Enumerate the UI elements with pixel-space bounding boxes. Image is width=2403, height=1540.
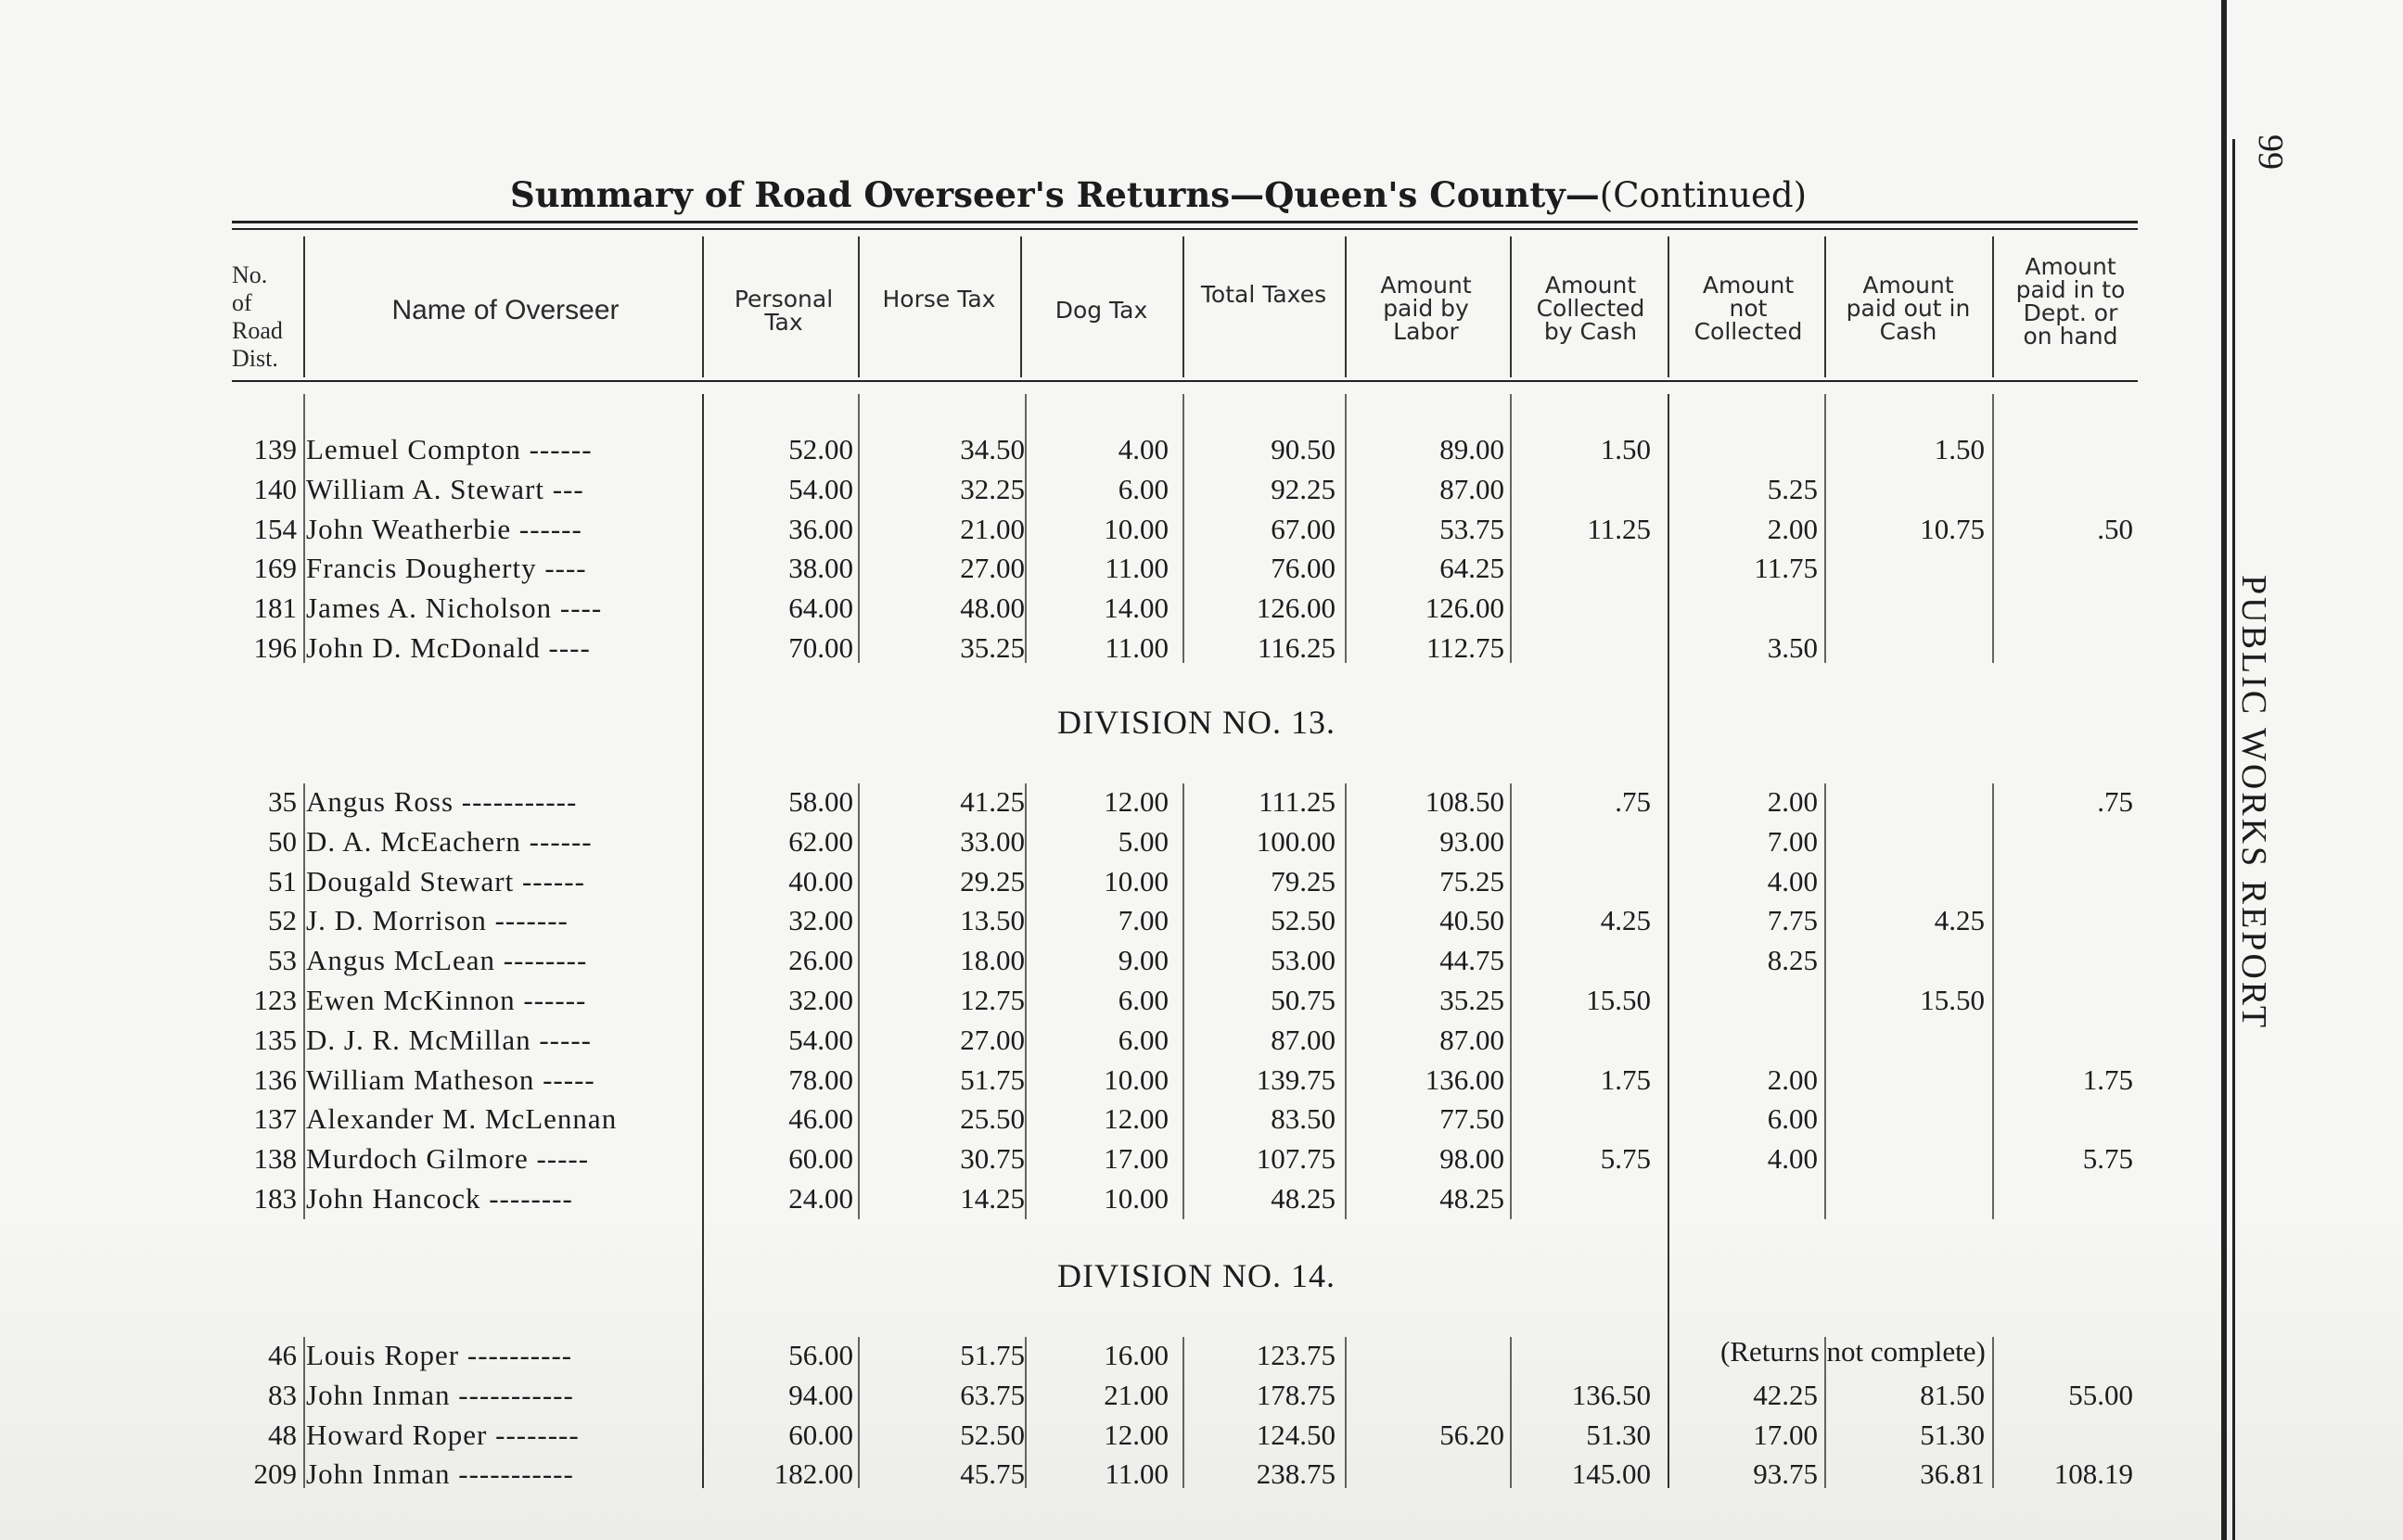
cell-name: D. J. R. McMillan ----- <box>306 1023 592 1056</box>
cell-labor: 44.75 <box>1439 944 1504 977</box>
division-heading: DIVISION NO. 14. <box>1057 1257 1336 1294</box>
title-main: Summary of Road Overseer's Returns—Queen's County— <box>510 174 1600 215</box>
cell-labor: 93.00 <box>1439 824 1504 858</box>
cell-name: Dougald Stewart ------ <box>306 864 585 897</box>
header-top-rule-2 <box>232 228 2138 230</box>
cell-dept: 108.19 <box>2053 1457 2133 1491</box>
cell-dog: 10.00 <box>1104 864 1169 897</box>
cell-dog: 12.00 <box>1104 785 1169 818</box>
table-row <box>0 1417 2226 1454</box>
cell-horse: 52.50 <box>960 1418 1025 1451</box>
cell-personal: 78.00 <box>788 1063 853 1096</box>
cell-name: Lemuel Compton ------ <box>306 433 593 465</box>
cell-not-collected: 7.75 <box>1767 904 1818 937</box>
cell-dist: 196 <box>253 631 297 664</box>
table-row <box>0 1140 2226 1177</box>
cell-not-collected: 5.25 <box>1767 472 1818 505</box>
cell-total: 76.00 <box>1271 552 1336 585</box>
header-column-divider <box>1510 236 1512 377</box>
cell-labor: 112.75 <box>1425 631 1504 664</box>
body-column-divider <box>1025 783 1027 1219</box>
cell-dist: 140 <box>253 472 297 505</box>
cell-personal: 32.00 <box>788 904 853 937</box>
cell-dog: 11.00 <box>1105 631 1169 664</box>
page-number: 99 <box>2251 134 2290 170</box>
body-column-divider <box>303 1337 305 1488</box>
table-row <box>0 942 2226 979</box>
column-heading-paid-out: Amount paid out in Cash <box>1846 272 1971 345</box>
table-row <box>0 783 2226 821</box>
cell-total: 67.00 <box>1271 512 1336 545</box>
cell-dist: 35 <box>268 785 297 818</box>
body-column-divider <box>303 394 305 663</box>
cell-total: 111.25 <box>1259 785 1336 818</box>
header-column-divider <box>702 236 704 377</box>
cell-dog: 11.00 <box>1105 1457 1169 1491</box>
cell-personal: 54.00 <box>788 472 853 505</box>
cell-labor: 126.00 <box>1425 592 1504 625</box>
table-row <box>0 902 2226 939</box>
cell-personal: 32.00 <box>788 984 853 1016</box>
cell-dept: 1.75 <box>2082 1063 2133 1096</box>
cell-cash: 51.30 <box>1586 1418 1651 1451</box>
cell-dog: 10.00 <box>1104 512 1169 545</box>
cell-paid-out: 10.75 <box>1920 512 1985 545</box>
column-heading-personal: Personal Tax <box>734 286 834 336</box>
table-row <box>0 1101 2226 1138</box>
cell-dog: 6.00 <box>1118 984 1169 1016</box>
cell-personal: 38.00 <box>788 552 853 585</box>
body-column-divider <box>1345 394 1347 663</box>
cell-name: William A. Stewart --- <box>306 472 584 505</box>
cell-dist: 154 <box>253 512 297 545</box>
cell-not-collected: 2.00 <box>1767 512 1818 545</box>
cell-name: James A. Nicholson ---- <box>306 592 603 625</box>
cell-personal: 60.00 <box>788 1142 853 1176</box>
body-column-divider <box>1025 1337 1027 1488</box>
cell-personal: 182.00 <box>773 1457 853 1491</box>
header-bottom-rule <box>232 380 2138 382</box>
table-row <box>0 1456 2226 1493</box>
cell-paid-out: 51.30 <box>1920 1418 1985 1451</box>
cell-personal: 26.00 <box>788 944 853 977</box>
cell-not-collected: 17.00 <box>1753 1418 1818 1451</box>
cell-cash: .75 <box>1615 785 1651 818</box>
table-row <box>0 590 2226 627</box>
cell-total: 100.00 <box>1256 824 1336 858</box>
cell-horse: 13.50 <box>960 904 1025 937</box>
cell-name: William Matheson ----- <box>306 1063 595 1096</box>
cell-total: 53.00 <box>1271 944 1336 977</box>
table-row <box>0 1180 2226 1217</box>
table-row <box>0 863 2226 900</box>
cell-name: Murdoch Gilmore ----- <box>306 1142 590 1176</box>
cell-personal: 62.00 <box>788 824 853 858</box>
column-heading-total: Total Taxes <box>1200 281 1327 308</box>
cell-name: J. D. Morrison ------- <box>306 904 569 937</box>
cell-not-collected: 2.00 <box>1767 785 1818 818</box>
cell-dist: 48 <box>268 1418 297 1451</box>
cell-dist: 53 <box>268 944 297 977</box>
cell-total: 79.25 <box>1271 864 1336 897</box>
cell-not-collected: 8.25 <box>1767 944 1818 977</box>
body-column-divider <box>1182 783 1184 1219</box>
cell-name: Angus Ross ----------- <box>306 785 578 818</box>
body-column-divider <box>1510 394 1512 663</box>
cell-labor: 136.00 <box>1425 1063 1504 1096</box>
cell-dist: 135 <box>253 1023 297 1056</box>
cell-cash: 1.50 <box>1600 433 1651 465</box>
table-row <box>0 1377 2226 1414</box>
page-edge-rule <box>2221 0 2227 1540</box>
cell-dog: 21.00 <box>1104 1378 1169 1411</box>
cell-total: 52.50 <box>1271 904 1336 937</box>
cell-not-collected: 7.00 <box>1767 824 1818 858</box>
cell-paid-out: 15.50 <box>1920 984 1985 1016</box>
header-column-divider <box>1345 236 1347 377</box>
cell-dist: 46 <box>268 1339 297 1371</box>
cell-horse: 29.25 <box>960 864 1025 897</box>
cell-not-collected: 2.00 <box>1767 1063 1818 1096</box>
cell-paid-out: 1.50 <box>1934 433 1985 465</box>
cell-total: 238.75 <box>1256 1457 1336 1491</box>
header-column-divider <box>1668 236 1669 377</box>
cell-dist: 209 <box>253 1457 297 1491</box>
table-row <box>0 550 2226 587</box>
cell-horse: 41.25 <box>960 785 1025 818</box>
cell-personal: 58.00 <box>788 785 853 818</box>
table-row <box>0 823 2226 860</box>
cell-name: John Inman ----------- <box>306 1457 574 1491</box>
cell-horse: 63.75 <box>960 1378 1025 1411</box>
header-column-divider <box>858 236 860 377</box>
cell-labor: 87.00 <box>1439 1023 1504 1056</box>
table-row <box>0 471 2226 508</box>
cell-labor: 75.25 <box>1439 864 1504 897</box>
cell-total: 178.75 <box>1256 1378 1336 1411</box>
cell-cash: 11.25 <box>1587 512 1651 545</box>
cell-labor: 89.00 <box>1439 433 1504 465</box>
body-long-divider <box>1668 394 1669 1488</box>
body-column-divider <box>1345 1337 1347 1488</box>
body-column-divider <box>1992 1337 1994 1488</box>
cell-dist: 183 <box>253 1182 297 1215</box>
cell-labor: 64.25 <box>1439 552 1504 585</box>
table-row <box>0 431 2226 468</box>
cell-dog: 17.00 <box>1104 1142 1169 1176</box>
cell-name: John D. McDonald ---- <box>306 631 591 664</box>
header-column-divider <box>1182 236 1184 377</box>
division-heading: DIVISION NO. 13. <box>1057 704 1336 741</box>
cell-paid-out: 4.25 <box>1934 904 1985 937</box>
cell-not-collected: 3.50 <box>1767 631 1818 664</box>
cell-cash: 15.50 <box>1586 984 1651 1016</box>
cell-horse: 27.00 <box>960 552 1025 585</box>
cell-dist: 123 <box>253 984 297 1016</box>
body-long-divider <box>702 394 704 1488</box>
header-top-rule <box>232 221 2138 223</box>
cell-dept: .50 <box>2097 512 2133 545</box>
cell-dept: 55.00 <box>2068 1378 2133 1411</box>
cell-dist: 51 <box>268 864 297 897</box>
cell-personal: 60.00 <box>788 1418 853 1451</box>
cell-total: 48.25 <box>1271 1182 1336 1215</box>
cell-horse: 21.00 <box>960 512 1025 545</box>
returns-not-complete-note: (Returns not complete) <box>1720 1335 1986 1368</box>
cell-labor: 87.00 <box>1439 472 1504 505</box>
cell-name: John Weatherbie ------ <box>306 512 582 545</box>
cell-name: John Hancock -------- <box>306 1182 573 1215</box>
cell-total: 90.50 <box>1271 433 1336 465</box>
cell-not-collected: 6.00 <box>1767 1102 1818 1136</box>
cell-dog: 11.00 <box>1105 552 1169 585</box>
cell-personal: 64.00 <box>788 592 853 625</box>
cell-dog: 12.00 <box>1104 1418 1169 1451</box>
body-column-divider <box>1025 394 1027 663</box>
cell-labor: 40.50 <box>1439 904 1504 937</box>
cell-dist: 169 <box>253 552 297 585</box>
cell-name: Alexander M. McLennan <box>306 1102 618 1136</box>
column-heading-horse: Horse Tax <box>882 286 996 312</box>
cell-labor: 53.75 <box>1439 512 1504 545</box>
cell-cash: 4.25 <box>1600 904 1651 937</box>
cell-horse: 35.25 <box>960 631 1025 664</box>
cell-dist: 83 <box>268 1378 297 1411</box>
body-column-divider <box>1182 394 1184 663</box>
body-column-divider <box>1992 394 1994 663</box>
body-column-divider <box>1824 783 1826 1219</box>
cell-dist: 138 <box>253 1142 297 1176</box>
header-column-divider <box>1992 236 1994 377</box>
cell-total: 124.50 <box>1256 1418 1336 1451</box>
cell-name: D. A. McEachern ------ <box>306 824 593 858</box>
body-column-divider <box>303 783 305 1219</box>
cell-not-collected: 4.00 <box>1767 1142 1818 1176</box>
column-heading-dept: Amount paid in to Dept. or on hand <box>2015 253 2126 350</box>
body-column-divider <box>1345 783 1347 1219</box>
cell-horse: 51.75 <box>960 1339 1025 1371</box>
cell-dog: 14.00 <box>1104 592 1169 625</box>
cell-total: 107.75 <box>1256 1142 1336 1176</box>
cell-dist: 137 <box>253 1102 297 1136</box>
cell-dist: 139 <box>253 433 297 465</box>
cell-personal: 24.00 <box>788 1182 853 1215</box>
cell-dog: 4.00 <box>1118 433 1169 465</box>
cell-horse: 45.75 <box>960 1457 1025 1491</box>
cell-cash: 5.75 <box>1600 1142 1651 1176</box>
running-head: PUBLIC WORKS REPORT <box>2234 575 2273 1031</box>
cell-labor: 56.20 <box>1439 1418 1504 1451</box>
column-heading-dist: No. of Road Dist. <box>232 261 283 372</box>
column-heading-name: Name of Overseer <box>391 295 620 325</box>
column-heading-dog: Dog Tax <box>1055 297 1148 324</box>
cell-name: John Inman ----------- <box>306 1378 574 1411</box>
cell-dog: 6.00 <box>1118 472 1169 505</box>
page-title <box>510 174 1864 215</box>
cell-cash: 1.75 <box>1600 1063 1651 1096</box>
cell-dog: 6.00 <box>1118 1023 1169 1056</box>
cell-personal: 94.00 <box>788 1378 853 1411</box>
cell-horse: 33.00 <box>960 824 1025 858</box>
body-column-divider <box>1182 1337 1184 1488</box>
cell-name: Howard Roper -------- <box>306 1418 580 1451</box>
cell-labor: 48.25 <box>1439 1182 1504 1215</box>
cell-personal: 40.00 <box>788 864 853 897</box>
body-column-divider <box>1510 783 1512 1219</box>
column-heading-not-collected: Amount not Collected <box>1694 272 1803 345</box>
cell-personal: 70.00 <box>788 631 853 664</box>
table-row <box>0 1022 2226 1059</box>
cell-dist: 50 <box>268 824 297 858</box>
cell-labor: 98.00 <box>1439 1142 1504 1176</box>
cell-horse: 51.75 <box>960 1063 1025 1096</box>
cell-total: 50.75 <box>1271 984 1336 1016</box>
body-column-divider <box>858 783 860 1219</box>
cell-horse: 25.50 <box>960 1102 1025 1136</box>
title-continued: (Continued) <box>1599 175 1808 215</box>
cell-horse: 14.25 <box>960 1182 1025 1215</box>
body-column-divider <box>1510 1337 1512 1488</box>
cell-name: Francis Dougherty ---- <box>306 552 587 585</box>
cell-total: 92.25 <box>1271 472 1336 505</box>
cell-total: 83.50 <box>1271 1102 1336 1136</box>
cell-cash: 136.50 <box>1571 1378 1651 1411</box>
table-row <box>0 630 2226 667</box>
body-column-divider <box>858 1337 860 1488</box>
body-column-divider <box>858 394 860 663</box>
cell-total: 126.00 <box>1256 592 1336 625</box>
cell-horse: 12.75 <box>960 984 1025 1016</box>
table-row <box>0 511 2226 548</box>
cell-total: 87.00 <box>1271 1023 1336 1056</box>
cell-dept: .75 <box>2097 785 2133 818</box>
cell-labor: 108.50 <box>1425 785 1504 818</box>
cell-personal: 54.00 <box>788 1023 853 1056</box>
cell-dog: 10.00 <box>1104 1063 1169 1096</box>
cell-dist: 181 <box>253 592 297 625</box>
body-column-divider <box>1824 394 1826 663</box>
cell-horse: 27.00 <box>960 1023 1025 1056</box>
cell-dog: 5.00 <box>1118 824 1169 858</box>
cell-personal: 56.00 <box>788 1339 853 1371</box>
cell-dog: 10.00 <box>1104 1182 1169 1215</box>
cell-personal: 52.00 <box>788 433 853 465</box>
cell-dog: 12.00 <box>1104 1102 1169 1136</box>
body-column-divider <box>1992 783 1994 1219</box>
table-row <box>0 1062 2226 1099</box>
header-column-divider <box>1824 236 1826 377</box>
cell-dist: 52 <box>268 904 297 937</box>
cell-dog: 7.00 <box>1118 904 1169 937</box>
table-row <box>0 982 2226 1019</box>
cell-dept: 5.75 <box>2082 1142 2133 1176</box>
column-heading-cash: Amount Collected by Cash <box>1536 272 1645 345</box>
cell-name: Ewen McKinnon ------ <box>306 984 587 1016</box>
cell-total: 139.75 <box>1256 1063 1336 1096</box>
cell-not-collected: 4.00 <box>1767 864 1818 897</box>
header-column-divider <box>303 236 305 377</box>
cell-labor: 77.50 <box>1439 1102 1504 1136</box>
cell-dog: 9.00 <box>1118 944 1169 977</box>
cell-not-collected: 11.75 <box>1754 552 1818 585</box>
column-heading-labor: Amount paid by Labor <box>1380 272 1472 345</box>
cell-paid-out: 81.50 <box>1920 1378 1985 1411</box>
cell-not-collected: 93.75 <box>1753 1457 1818 1491</box>
cell-personal: 46.00 <box>788 1102 853 1136</box>
cell-name: Angus McLean -------- <box>306 944 588 977</box>
cell-cash: 145.00 <box>1571 1457 1651 1491</box>
cell-dist: 136 <box>253 1063 297 1096</box>
cell-horse: 30.75 <box>960 1142 1025 1176</box>
cell-paid-out: 36.81 <box>1920 1457 1985 1491</box>
cell-horse: 32.25 <box>960 472 1025 505</box>
cell-dog: 16.00 <box>1104 1339 1169 1371</box>
cell-name: Louis Roper ---------- <box>306 1339 573 1371</box>
header-column-divider <box>1020 236 1022 377</box>
cell-horse: 48.00 <box>960 592 1025 625</box>
cell-labor: 35.25 <box>1439 984 1504 1016</box>
cell-horse: 18.00 <box>960 944 1025 977</box>
cell-personal: 36.00 <box>788 512 853 545</box>
cell-not-collected: 42.25 <box>1753 1378 1818 1411</box>
cell-total: 116.25 <box>1257 631 1336 664</box>
cell-horse: 34.50 <box>960 433 1025 465</box>
cell-total: 123.75 <box>1256 1339 1336 1371</box>
